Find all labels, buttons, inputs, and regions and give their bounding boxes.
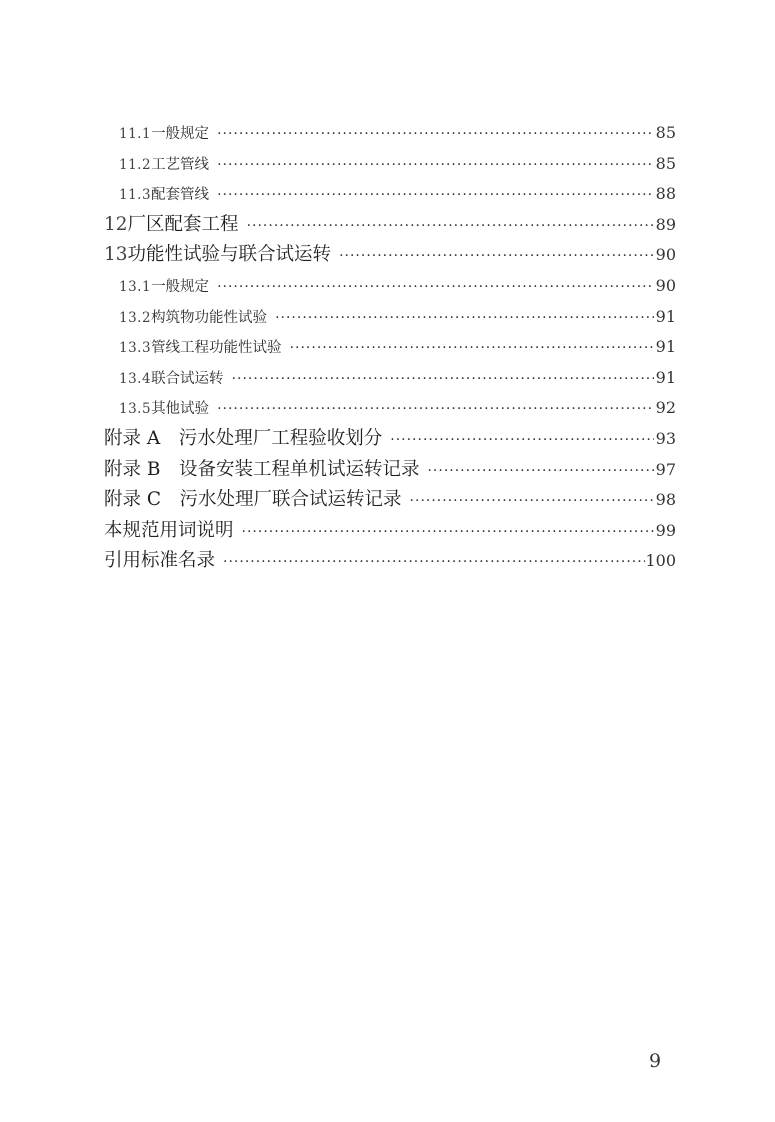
page-ref: 92 — [655, 398, 676, 418]
toc-entry-13-3[interactable] — [104, 332, 676, 363]
toc-entry-13-5[interactable] — [104, 393, 676, 424]
dot-leader — [228, 364, 654, 395]
appendix-title: 附录 B 设备安装工程单机试运转记录 — [104, 458, 420, 480]
toc-entry-11-1[interactable] — [104, 118, 676, 149]
dot-leader — [238, 517, 654, 548]
toc-entry-referenced-standards[interactable] — [104, 546, 676, 577]
toc-entry-appendix-b[interactable] — [104, 455, 676, 486]
dot-leader — [219, 547, 645, 578]
toc-entry-13-4[interactable] — [104, 363, 676, 394]
section-number: 13.5 — [119, 401, 152, 418]
page-ref: 99 — [655, 520, 676, 540]
page-ref: 98 — [655, 490, 676, 510]
page-ref: 88 — [655, 184, 676, 204]
dot-leader — [286, 333, 654, 364]
page-number: 9 — [648, 1050, 662, 1072]
section-number: 11.3 — [119, 187, 152, 204]
section-title: 一般规定 — [151, 278, 210, 295]
dot-leader — [213, 272, 654, 303]
toc-entry-13[interactable] — [104, 240, 676, 271]
dot-leader — [271, 303, 654, 334]
page-ref: 100 — [645, 551, 676, 571]
section-number: 11.2 — [119, 156, 152, 173]
section-number: 13.3 — [119, 340, 152, 357]
page-ref: 91 — [655, 337, 676, 357]
section-title: 其他试验 — [151, 401, 210, 418]
dot-leader — [213, 119, 654, 150]
section-number: 13.2 — [119, 309, 152, 326]
chapter-title: 功能性试验与联合试运转 — [127, 244, 332, 266]
toc-entry-11-2[interactable] — [104, 149, 676, 180]
dot-leader — [243, 211, 654, 242]
appendix-title: 附录 A 污水处理厂工程验收划分 — [104, 427, 383, 449]
toc-entry-13-2[interactable] — [104, 302, 676, 333]
toc-entry-11-3[interactable] — [104, 179, 676, 210]
page-ref: 91 — [655, 306, 676, 326]
dot-leader — [335, 241, 654, 272]
section-title: 联合试运转 — [151, 370, 224, 387]
dot-leader — [213, 394, 654, 425]
page-ref: 85 — [655, 153, 676, 173]
page-ref: 93 — [655, 428, 676, 448]
toc-entry-12[interactable] — [104, 210, 676, 241]
page-ref: 89 — [655, 214, 676, 234]
page-ref: 97 — [655, 459, 676, 479]
page-ref: 85 — [655, 123, 676, 142]
section-title: 构筑物功能性试验 — [151, 309, 268, 326]
section-number: 13.1 — [119, 278, 152, 295]
page-ref: 90 — [655, 245, 676, 265]
page-ref: 91 — [655, 367, 676, 387]
section-title: 一般规定 — [151, 126, 210, 142]
dot-leader — [213, 150, 654, 181]
section-title: 管线工程功能性试验 — [151, 340, 282, 357]
dot-leader — [423, 456, 654, 487]
table-of-contents — [104, 118, 676, 577]
entry-title: 本规范用词说明 — [104, 519, 234, 541]
appendix-title: 附录 C 污水处理厂联合试运转记录 — [104, 489, 402, 511]
page-ref: 90 — [655, 275, 676, 295]
dot-leader — [386, 425, 654, 456]
chapter-title: 厂区配套工程 — [127, 213, 239, 235]
section-number: 11.1 — [119, 126, 152, 142]
section-number: 13.4 — [119, 370, 152, 387]
toc-entry-appendix-a[interactable] — [104, 424, 676, 455]
chapter-number: 12 — [104, 213, 128, 235]
dot-leader — [406, 486, 654, 517]
chapter-number: 13 — [104, 244, 128, 266]
section-title: 配套管线 — [151, 187, 210, 204]
toc-entry-13-1[interactable] — [104, 271, 676, 302]
dot-leader — [213, 180, 654, 211]
toc-entry-appendix-c[interactable] — [104, 485, 676, 516]
section-title: 工艺管线 — [151, 156, 210, 173]
entry-title: 引用标准名录 — [104, 550, 216, 572]
toc-entry-terms-explanation[interactable] — [104, 516, 676, 547]
